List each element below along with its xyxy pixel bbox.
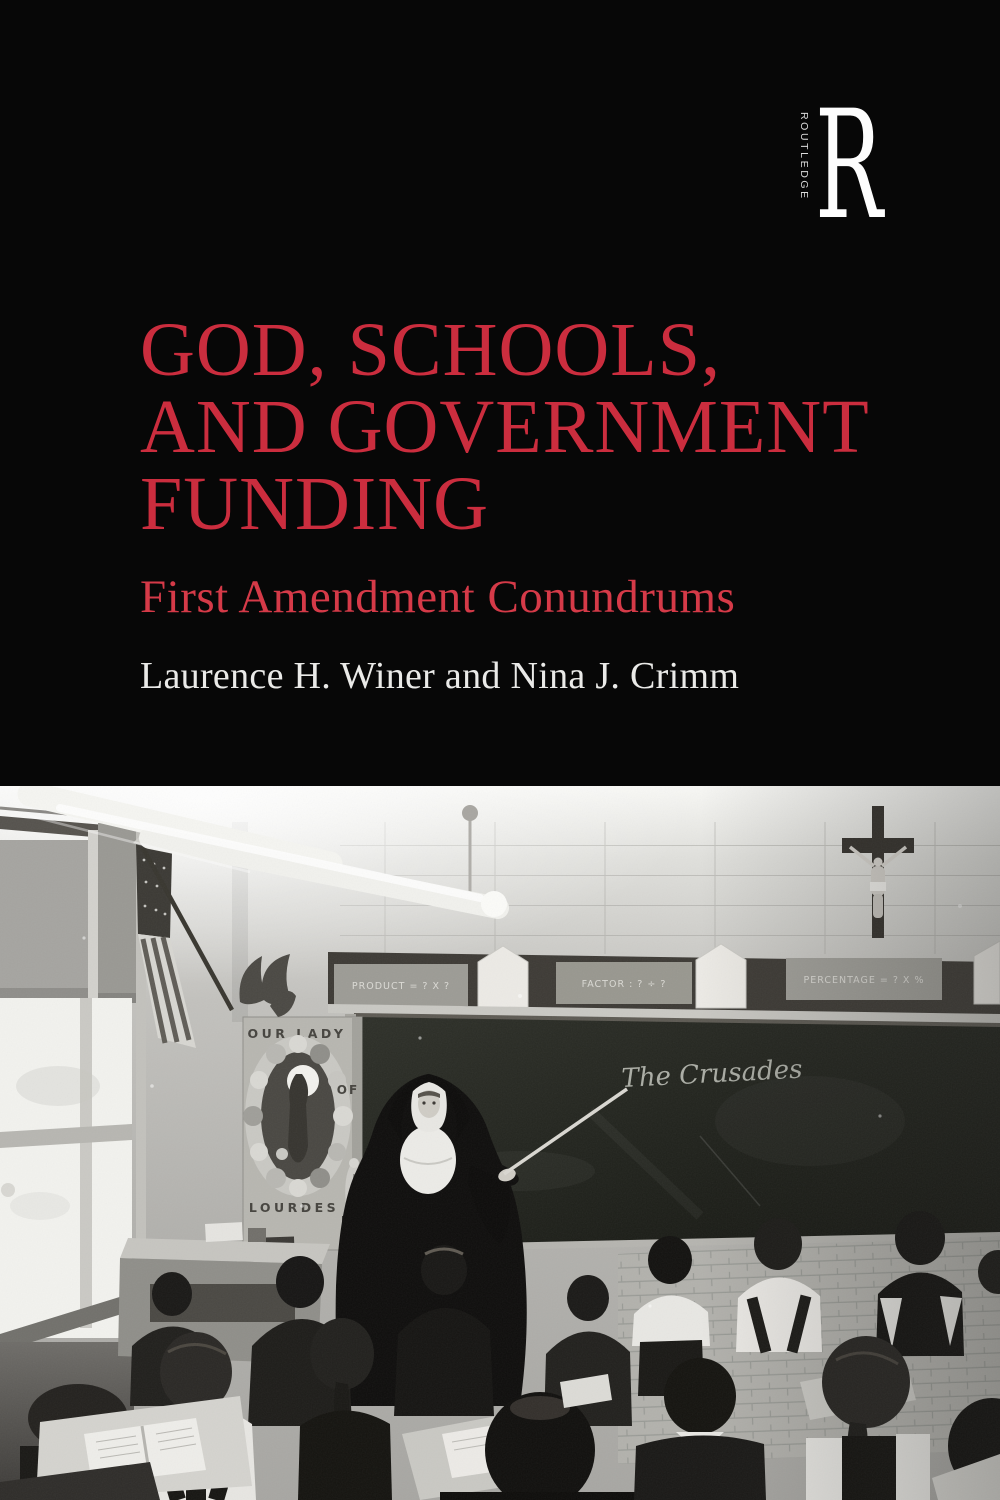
cover-photograph (0, 786, 1000, 1500)
publisher-wordmark: ROUTLEDGE (798, 112, 811, 201)
title-line-1: GOD, SCHOOLS, (140, 308, 721, 392)
title-line-2: AND GOVERNMENT (140, 385, 870, 469)
book-authors: Laurence H. Winer and Nina J. Crimm (140, 655, 740, 697)
book-subtitle: First Amendment Conundrums (140, 571, 736, 623)
title-line-3: FUNDING (140, 462, 489, 546)
routledge-r-icon: R (815, 79, 883, 253)
photo-grain (0, 786, 1000, 1500)
book-title (140, 308, 870, 546)
publisher-logo (798, 79, 928, 253)
